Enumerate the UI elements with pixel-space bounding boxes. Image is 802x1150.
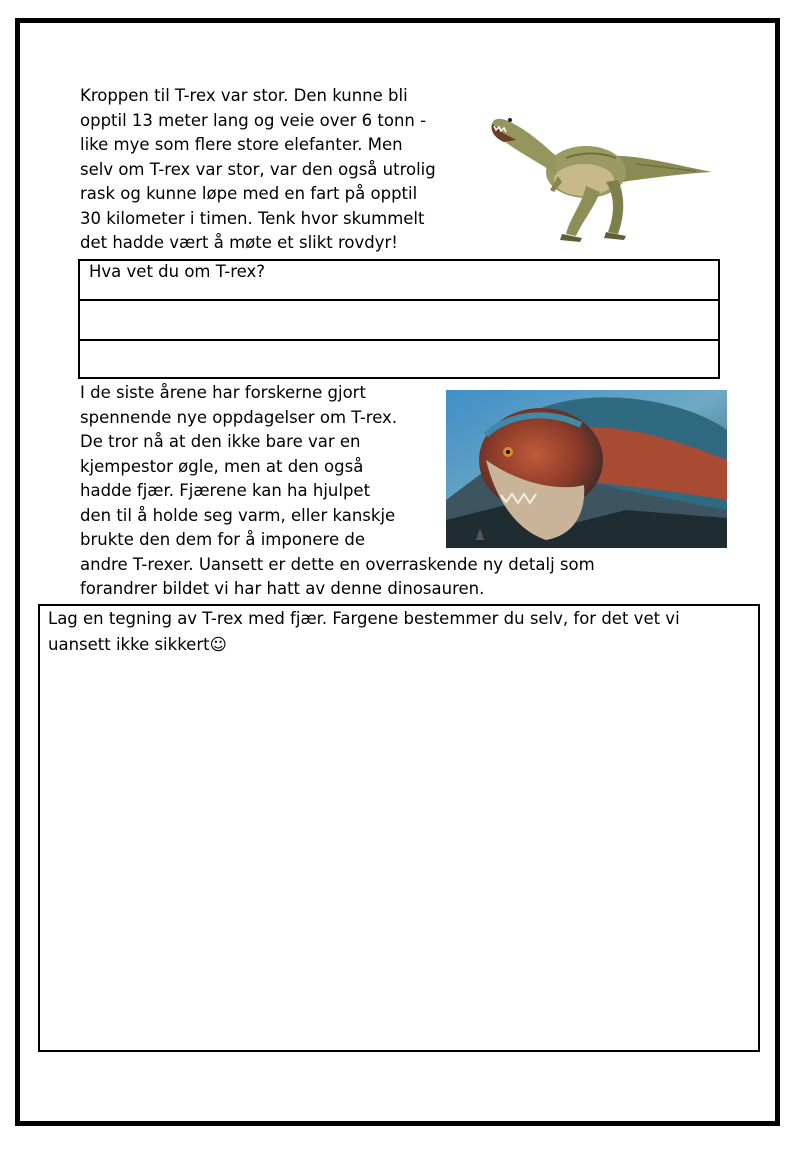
intro-line: Kroppen til T-rex var stor. Den kunne bli — [80, 86, 408, 105]
feathers-line: brukte den dem for å imponere de — [80, 530, 365, 549]
drawing-instruction-line: uansett ikke sikkert☺ — [48, 635, 227, 654]
feathers-line: De tror nå at den ikke bare var en — [80, 432, 361, 451]
feathers-line: kjempestor øgle, men at den også — [80, 456, 364, 476]
feathers-line: andre T-rexer. Uansett er dette en overraskende ny detalj som — [80, 554, 595, 574]
intro-line: selv om T-rex var stor, var den også utrolig — [80, 159, 436, 179]
feathers-line: hadde fjær. Fjærene kan ha hjulpet — [80, 481, 371, 500]
drawing-instructions — [40, 606, 758, 658]
question-row: Hva vet du om T-rex? — [80, 261, 718, 301]
intro-line: like mye som flere store elefanter. Men — [80, 135, 403, 154]
question-table — [78, 259, 720, 379]
intro-line: opptil 13 meter lang og veie over 6 tonn - — [80, 110, 427, 130]
intro-line: 30 kilometer i timen. Tenk hvor skummelt — [80, 208, 425, 228]
feathers-line: den til å holde seg varm, eller kanskje — [80, 505, 396, 525]
feathered-t-rex-photo — [446, 390, 727, 548]
feathers-line: spennende nye oppdagelser om T-rex. — [80, 407, 398, 427]
drawing-instruction-line: Lag en tegning av T-rex med fjær. Fargene bestemmer du selv, for det vet vi — [48, 609, 680, 628]
feathers-line: forandrer bildet vi har hatt av denne dinosauren. — [80, 579, 485, 598]
answer-row[interactable] — [80, 341, 718, 377]
drawing-box[interactable] — [38, 604, 760, 1052]
intro-line: rask og kunne løpe med en fart på opptil — [80, 184, 418, 203]
feathers-line: I de siste årene har forskerne gjort — [80, 383, 366, 402]
answer-row[interactable] — [80, 301, 718, 341]
t-rex-illustration — [486, 94, 714, 244]
intro-line: det hadde vært å møte et slikt rovdyr! — [80, 233, 398, 252]
intro-paragraph — [80, 84, 436, 256]
